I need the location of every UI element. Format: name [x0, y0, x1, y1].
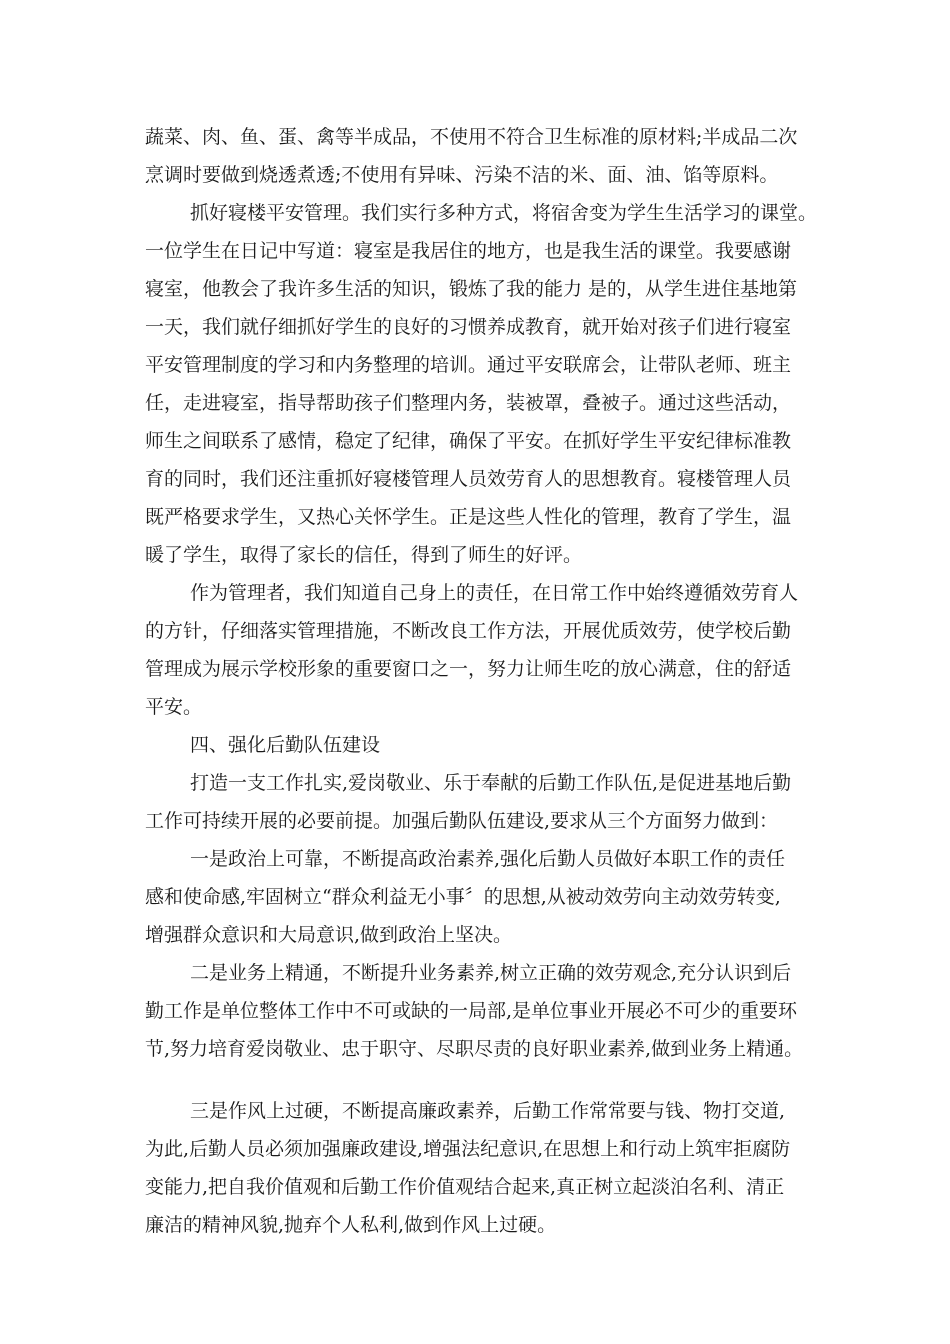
text-line: 增强群众意识和大局意识,做到政治上坚决。 [145, 924, 513, 946]
text-line: 打造一支工作扎实,爱岗敬业、乐于奉献的后勤工作队伍,是促进基地后勤 [190, 772, 792, 794]
text-line: 既严格要求学生，又热心关怀学生。正是这些人性化的管理，教育了学生，温 [145, 506, 792, 528]
text-line: 为此,后勤人员必须加强廉政建设,增强法纪意识,在思想上和行动上筑牢拒腐防 [145, 1138, 791, 1160]
text-line: 节,努力培育爱岗敬业、忠于职守、尽职尽责的良好职业素养,做到业务上精通。 [145, 1038, 804, 1060]
text-line: 抓好寝楼平安管理。我们实行多种方式，将宿舍变为学生生活学习的课堂。 [190, 202, 818, 224]
text-line: 管理成为展示学校形象的重要窗口之一，努力让师生吃的放心满意，住的舒适 [145, 658, 792, 680]
text-line: 寝室，他教会了我许多生活的知识，锻炼了我的能力 是的，从学生进住基地第 [145, 278, 798, 300]
text-line: 烹调时要做到烧透煮透;不使用有异味、污染不洁的米、面、油、馅等原料。 [145, 164, 779, 186]
text-line: 任，走进寝室，指导帮助孩子们整理内务，装被罩，叠被子。通过这些活动， [145, 392, 792, 414]
text-line: 育的同时，我们还注重抓好寝楼管理人员效劳育人的思想教育。寝楼管理人员 [145, 468, 792, 490]
text-line: 一是政治上可靠，不断提高政治素养,强化后勤人员做好本职工作的责任 [190, 848, 786, 870]
text-line: 作为管理者，我们知道自己身上的责任，在日常工作中始终遵循效劳育人 [190, 582, 799, 604]
text-line: 三是作风上过硬，不断提高廉政素养，后勤工作常常要与钱、物打交道, [190, 1100, 786, 1122]
text-line: 一位学生在日记中写道：寝室是我居住的地方，也是我生活的课堂。我要感谢 [145, 240, 792, 262]
text-line: 一天，我们就仔细抓好学生的良好的习惯养成教育，就开始对孩子们进行寝室 [145, 316, 792, 338]
text-line: 感和使命感,牢固树立“群众利益无小事〞的思想,从被动效劳向主动效劳转变, [145, 886, 781, 908]
text-line: 二是业务上精通，不断提升业务素养,树立正确的效劳观念,充分认识到后 [190, 962, 792, 984]
text-line: 廉洁的精神风貌,抛弃个人私利,做到作风上过硬。 [145, 1214, 557, 1236]
text-line: 工作可持续开展的必要前提。加强后勤队伍建设,要求从三个方面努力做到： [145, 810, 779, 832]
section-heading: 四、强化后勤队伍建设 [190, 734, 381, 756]
text-line: 暖了学生，取得了家长的信任，得到了师生的好评。 [145, 544, 583, 566]
text-line: 的方针，仔细落实管理措施，不断改良工作方法，开展优质效劳，使学校后勤 [145, 620, 792, 642]
text-line: 师生之间联系了感情，稳定了纪律，确保了平安。在抓好学生平安纪律标准教 [145, 430, 792, 452]
text-line: 变能力,把自我价值观和后勤工作价值观结合起来,真正树立起淡泊名利、清正 [145, 1176, 785, 1198]
text-line: 蔬菜、肉、鱼、蛋、禽等半成品，不使用不符合卫生标准的原材料;半成品二次 [145, 126, 798, 148]
text-line: 勤工作是单位整体工作中不可或缺的一局部,是单位事业开展必不可少的重要环 [145, 1000, 798, 1022]
text-line: 平安管理制度的学习和内务整理的培训。通过平安联席会，让带队老师、班主 [145, 354, 792, 376]
text-line: 平安。 [145, 696, 203, 718]
